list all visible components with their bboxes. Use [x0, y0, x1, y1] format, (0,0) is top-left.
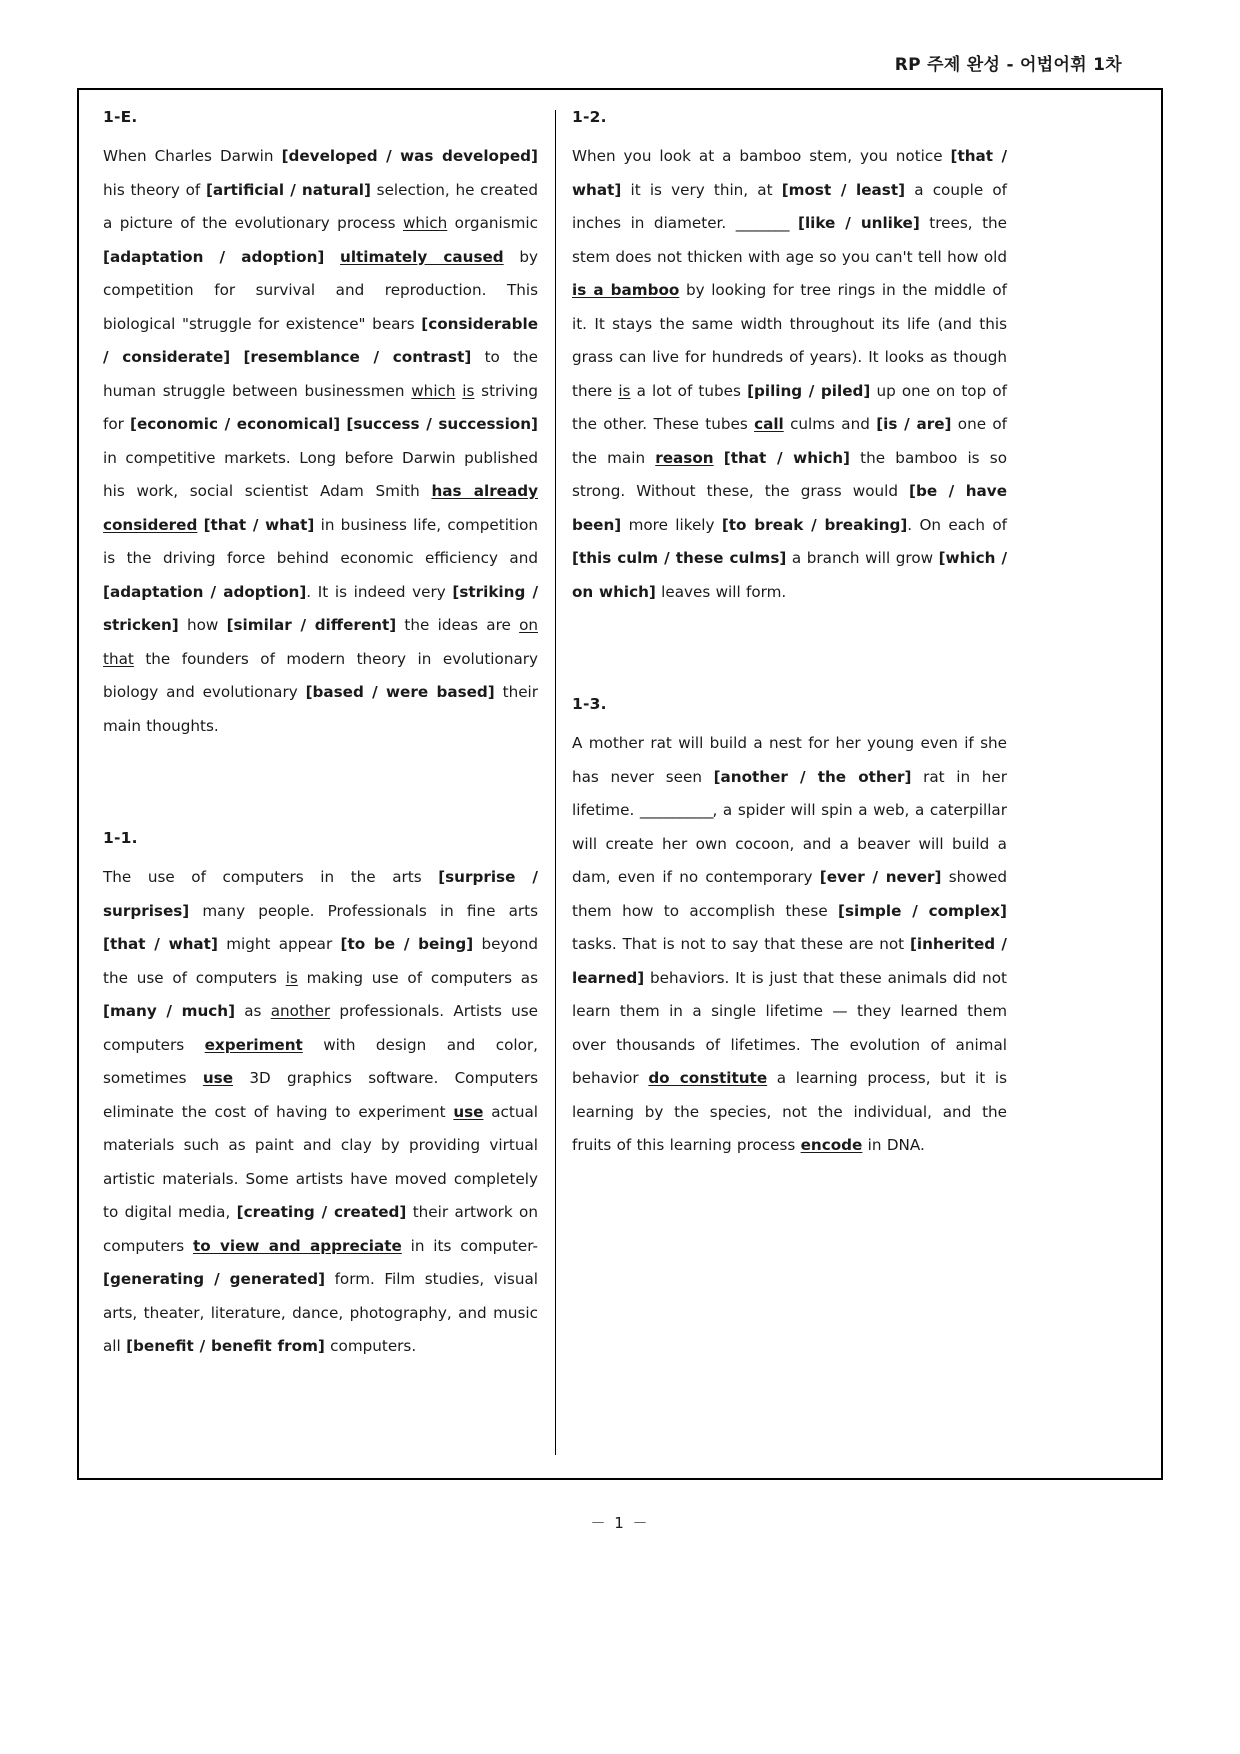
passage-id: 1-3. — [572, 695, 607, 713]
passage-text: When Charles Darwin [developed / was developed] his theory of [artificial / natural] selection, he created a picture of the evolutionary process which organismic [adaptation / adoption] ultimately caused by competition for survival and reproduction. This biological "struggle for existence" bears [considerable / considerate] [resemblance / contrast] to the human struggle between businessmen which is striving for [economic / economical] [success / succession] in competitive markets. Long before Darwin published his work, social scientist Adam Smith has already considered [that / what] in business life, competition is the driving force behind economic efficiency and [adaptation / adoption]. It is indeed very [striking / stricken] how [similar / different] the ideas are on that the founders of modern theory in evolutionary biology and evolutionary [based / were based] their main thoughts. — [103, 147, 539, 735]
passage-id: 1-E. — [103, 108, 138, 126]
passage-block — [572, 695, 1007, 1163]
right-column — [572, 108, 1007, 1163]
passage-text: A mother rat will build a nest for her young even if she has never seen [another / the other] rat in her lifetime. ___________, a spider will spin a web, a caterpillar will create her own cocoon, and a beaver will build a dam, even if no contemporary [ever / never] showed them how to accomplish these [simple / complex] tasks. That is not to say that these are not [inherited / learned] behaviors. It is just that these animals did not learn them in a single lifetime — they learned them over thousands of lifetimes. The evolution of animal behavior do constitute a learning process, but it is learning by the species, not the individual, and the fruits of this learning process encode in DNA. — [572, 734, 1007, 1154]
passage-spacer — [103, 743, 538, 829]
passage-block — [572, 108, 1007, 609]
page-header-title: RP 주제 완성 - 어법어휘 1차 — [894, 55, 1122, 75]
passage-text: When you look at a bamboo stem, you notice [that / what] it is very thin, at [most / least] a couple of inches in diameter. ________ [like / unlike] trees, the stem does not thicken with age so you can't tell how old is a bamboo by looking for tree rings in the middle of it. It stays the same width throughout its life (and this grass can live for hundreds of years). It looks as though there is a lot of tubes [piling / piled] up one on top of the other. These tubes call culms and [is / are] one of the main reason [that / which] the bamboo is so strong. Without these, the grass would [be / have been] more likely [to break / breaking]. On each of [this culm / these culms] a branch will grow [which / on which] leaves will form. — [572, 147, 1008, 601]
page-footer: － 1 － — [590, 1514, 650, 1532]
passage-id: 1-1. — [103, 829, 138, 847]
passage-id: 1-2. — [572, 108, 607, 126]
passage-block — [103, 829, 538, 1364]
left-column — [103, 108, 538, 1364]
passage-spacer — [572, 609, 1007, 695]
passage-block — [103, 108, 538, 743]
passage-text: The use of computers in the arts [surprise / surprises] many people. Professionals in fine arts [that / what] might appear [to be / being] beyond the use of computers is making use of computers as [many / much] as another professionals. Artists use computers experiment with design and color, sometimes use 3D graphics software. Computers eliminate the cost of having to experiment use actual materials such as paint and clay by providing virtual artistic materials. Some artists have moved completely to digital media, [creating / created] their artwork on computers to view and appreciate in its computer-[generating / generated] form. Film studies, visual arts, theater, literature, dance, photography, and music all [benefit / benefit from] computers. — [103, 868, 539, 1355]
